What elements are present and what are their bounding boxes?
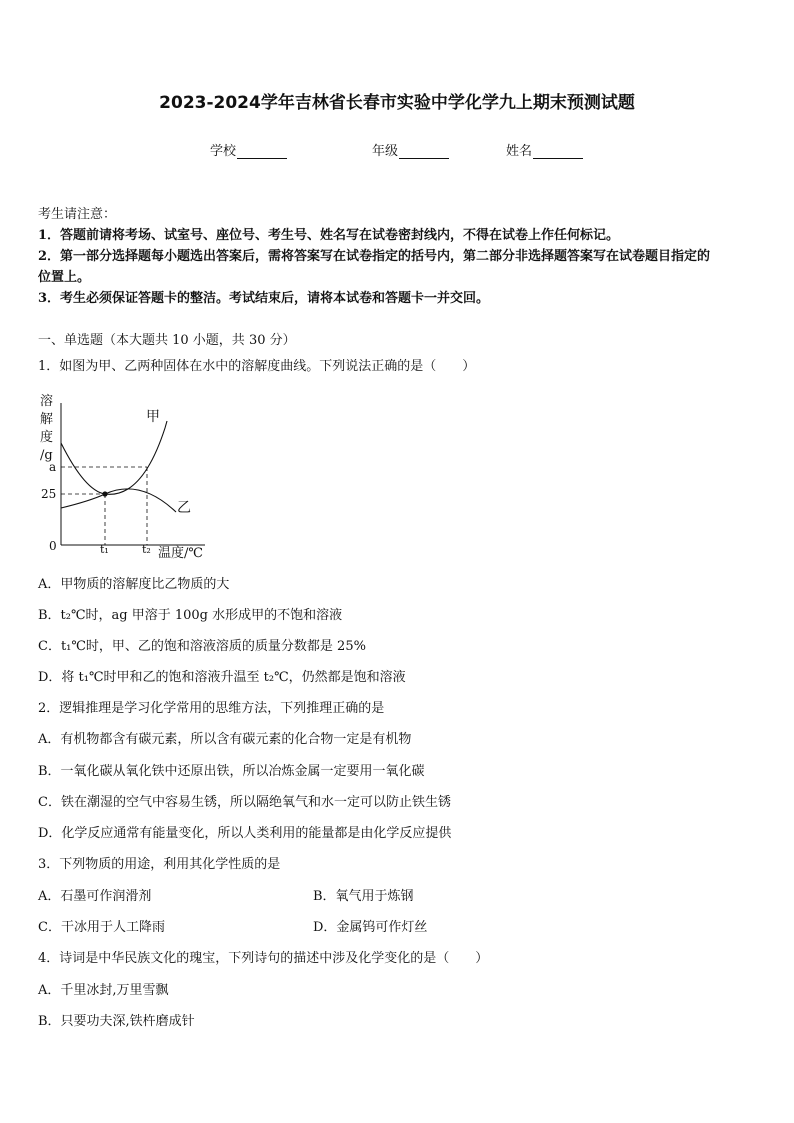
q2-option-d: D．化学反应通常有能量变化，所以人类利用的能量都是由化学反应提供 (38, 826, 452, 841)
x-tick-t1: t₁ (100, 543, 109, 556)
curve-yi-label: 乙 (177, 500, 191, 516)
question-4-stem: 4．诗词是中华民族文化的瑰宝，下列诗句的描述中涉及化学变化的是（ ） (38, 951, 489, 966)
question-3-stem: 3．下列物质的用途，利用其化学性质的是 (38, 857, 281, 872)
q1-option-a: A．甲物质的溶解度比乙物质的大 (38, 577, 230, 592)
student-info-row (0, 140, 794, 160)
q1-option-c: C．t₁℃时，甲、乙的饱和溶液溶质的质量分数都是 25% (38, 639, 366, 654)
grade-label: 年级 (372, 144, 399, 159)
q4-option-a: A．千里冰封,万里雪飘 (38, 983, 169, 998)
q3-option-d: D．金属钨可作灯丝 (313, 920, 428, 935)
y-tick-25: 25 (41, 487, 57, 501)
curve-yi (61, 489, 176, 512)
question-1-stem: 1．如图为甲、乙两种固体在水中的溶解度曲线。下列说法正确的是（ ） (38, 359, 476, 374)
school-blank[interactable] (237, 145, 287, 159)
x-tick-t2: t₂ (142, 543, 151, 556)
curve-jia (61, 421, 167, 494)
y-tick-a: a (49, 460, 57, 474)
notice-item: 1．答题前请将考场、试室号、座位号、考生号、姓名写在试卷密封线内，不得在试卷上作任何标记。 (38, 228, 620, 243)
y-axis-label-char: 度 (40, 430, 54, 445)
notice-item: 位置上。 (38, 270, 91, 285)
q3-option-b: B．氧气用于炼钢 (313, 889, 414, 904)
grade-blank[interactable] (399, 145, 449, 159)
q3-option-c: C．干冰用于人工降雨 (38, 920, 165, 935)
name-label: 姓名 (506, 144, 533, 159)
school-label: 学校 (210, 144, 237, 159)
y-axis-label-char: 解 (40, 412, 54, 427)
question-2-stem: 2．逻辑推理是学习化学常用的思维方法，下列推理正确的是 (38, 701, 385, 716)
name-field[interactable] (506, 140, 583, 159)
q3-option-a: A．石墨可作润滑剂 (38, 889, 152, 904)
intersection-point (102, 491, 107, 496)
page-title: 2023-2024学年吉林省长春市实验中学化学九上期末预测试题 (159, 93, 635, 113)
solubility-curve-figure (30, 383, 220, 563)
q4-option-b: B．只要功夫深,铁杵磨成针 (38, 1014, 195, 1029)
q2-option-a: A．有机物都含有碳元素，所以含有碳元素的化合物一定是有机物 (38, 732, 412, 747)
y-axis-label-char: 溶 (40, 394, 54, 409)
curve-jia-label: 甲 (146, 409, 160, 425)
origin-label: 0 (49, 539, 57, 553)
notice-item: 2．第一部分选择题每小题选出答案后，需将答案写在试卷指定的括号内，第二部分非选择题答案写在试卷题目指定的 (38, 249, 711, 264)
grade-field[interactable] (372, 140, 449, 159)
section-heading: 一、单选题（本大题共 10 小题，共 30 分） (38, 333, 296, 348)
q2-option-c: C．铁在潮湿的空气中容易生锈，所以隔绝氧气和水一定可以防止铁生锈 (38, 795, 451, 810)
x-axis-label: 温度/℃ (158, 546, 203, 561)
q1-option-d: D．将 t₁℃时甲和乙的饱和溶液升温至 t₂℃，仍然都是饱和溶液 (38, 670, 406, 685)
q2-option-b: B．一氧化碳从氧化铁中还原出铁，所以冶炼金属一定要用一氧化碳 (38, 764, 425, 779)
notice-item: 3．考生必须保证答题卡的整洁。考试结束后，请将本试卷和答题卡一并交回。 (38, 291, 490, 306)
y-axis-label-char: /g (40, 448, 53, 463)
name-blank[interactable] (533, 145, 583, 159)
q1-option-b: B．t₂℃时，ag 甲溶于 100g 水形成甲的不饱和溶液 (38, 608, 343, 623)
school-field[interactable] (210, 140, 287, 159)
notice-heading: 考生请注意： (38, 207, 117, 222)
